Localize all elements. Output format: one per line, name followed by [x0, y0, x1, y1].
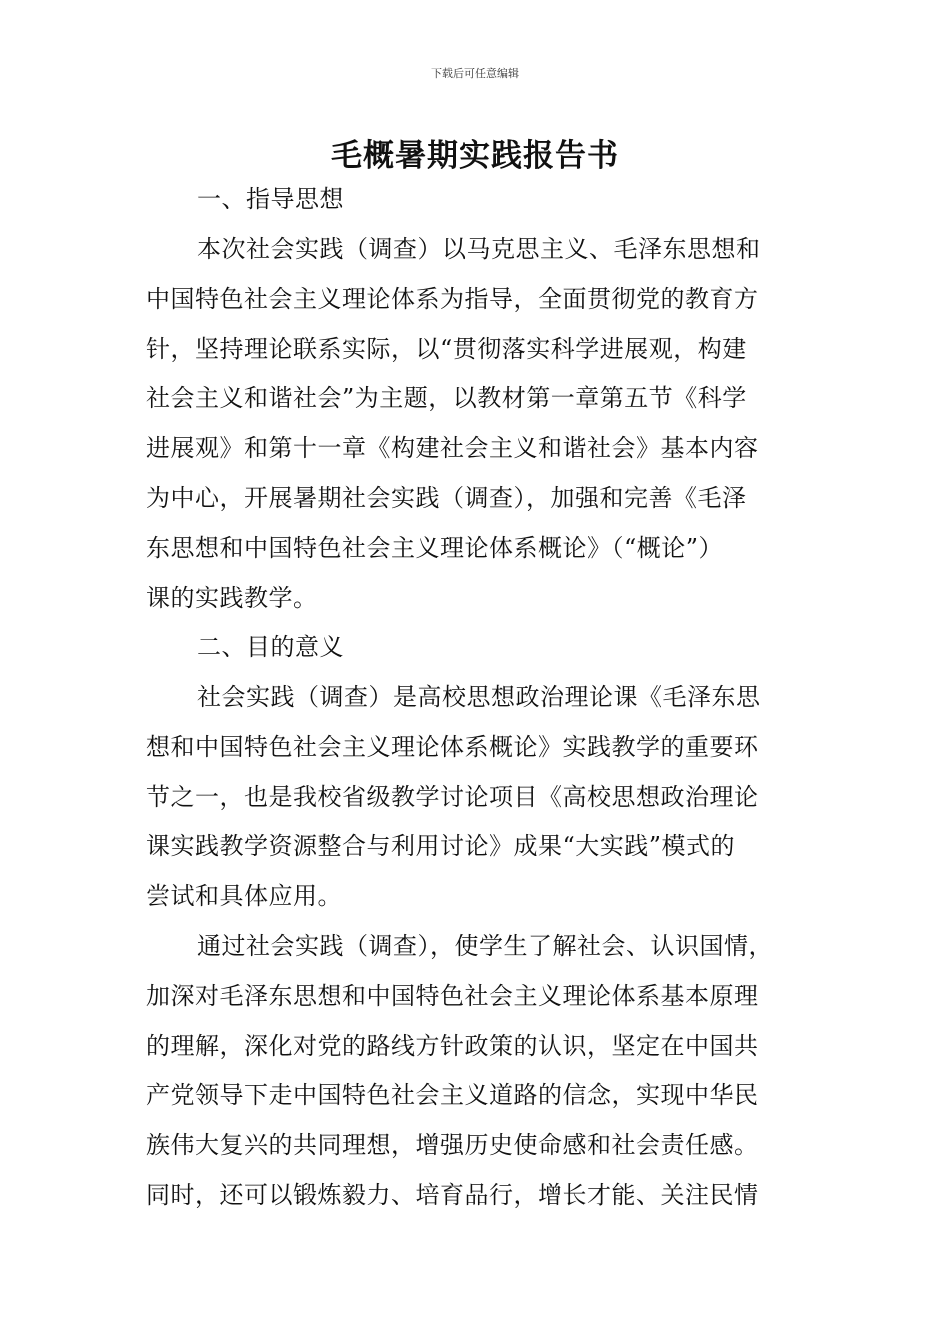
paragraph-line: 社会实践（调查）是高校思想政治理论课《毛泽东思	[197, 683, 761, 711]
paragraph-line: 针，坚持理论联系实际，以“贯彻落实科学进展观，构建	[146, 335, 747, 363]
paragraph-line: 社会主义和谐社会”为主题，以教材第一章第五节《科学	[146, 384, 747, 412]
paragraph-line: 课实践教学资源整合与利用讨论》成果“大实践”模式的	[146, 832, 736, 860]
paragraph-line: 东思想和中国特色社会主义理论体系概论》（“概论”）	[146, 534, 724, 562]
paragraph-line: 产党领导下走中国特色社会主义道路的信念，实现中华民	[146, 1081, 759, 1109]
paragraph-line: 想和中国特色社会主义理论体系概论》实践教学的重要环	[146, 733, 759, 761]
paragraph-line: 课的实践教学。	[146, 584, 318, 612]
paragraph-line: 加深对毛泽东思想和中国特色社会主义理论体系基本原理	[146, 982, 759, 1010]
paragraph-line: 的理解，深化对党的路线方针政策的认识，坚定在中国共	[146, 1032, 759, 1060]
paragraph-line: 中国特色社会主义理论体系为指导，全面贯彻党的教育方	[146, 285, 759, 313]
paragraph-line: 为中心，开展暑期社会实践（调查），加强和完善《毛泽	[146, 484, 747, 512]
paragraph-line: 通过社会实践（调查），使学生了解社会、认识国情，	[197, 932, 773, 960]
paragraph-line: 同时，还可以锻炼毅力、培育品行，增长才能、关注民情	[146, 1181, 759, 1209]
section-heading-purpose: 二、目的意义	[197, 633, 344, 661]
paragraph-line: 节之一，也是我校省级教学讨论项目《高校思想政治理论	[146, 783, 759, 811]
paragraph-line: 进展观》和第十一章《构建社会主义和谐社会》基本内容	[146, 434, 759, 462]
paragraph-line: 本次社会实践（调查）以马克思主义、毛泽东思想和	[197, 235, 761, 263]
paragraph-line: 族伟大复兴的共同理想，增强历史使命感和社会责任感。	[146, 1131, 759, 1159]
section-heading-guiding-ideology: 一、指导思想	[197, 185, 344, 213]
header-note: 下载后可任意编辑	[431, 67, 519, 80]
paragraph-line: 尝试和具体应用。	[146, 882, 342, 910]
document-title: 毛概暑期实践报告书	[331, 138, 619, 174]
